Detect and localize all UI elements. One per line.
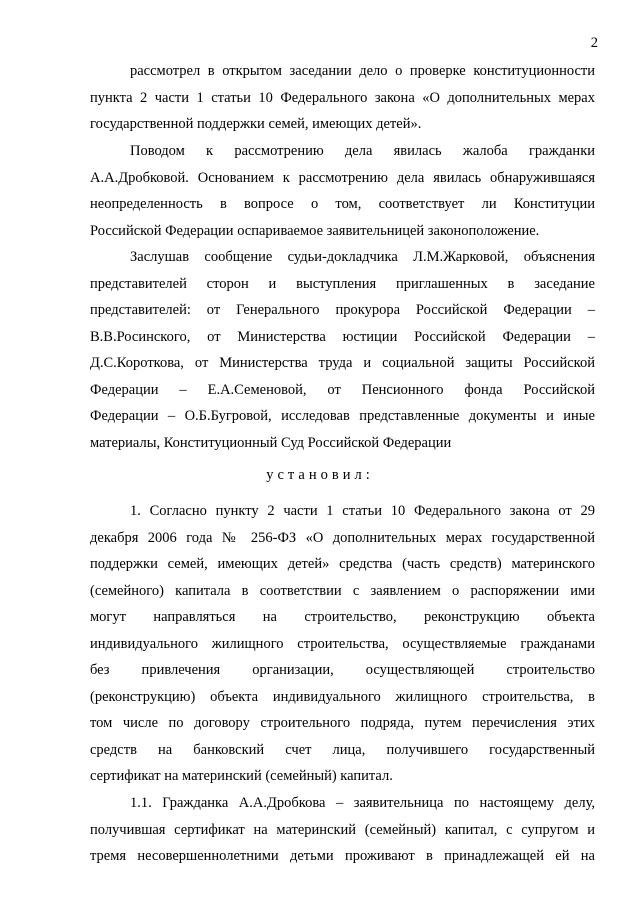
text-line: (реконструкцию) объекта индивидуального жилищного строительства, в [90,688,595,705]
text-line: неопределенность в вопросе о том, соответствует ли Конституции [90,196,595,212]
section-heading: установил: [266,467,374,483]
text-line: пункта 2 части 1 статьи 10 Федерального закона «О дополнительных мерах [90,89,595,106]
text-line: 1. Согласно пункту 2 части 1 статьи 10 Федерального закона от 29 [130,503,595,519]
text-line: Поводом к рассмотрению дела явилась жалоба гражданки [130,143,595,159]
text-line: государственной поддержки семей, имеющих детей». [90,116,422,132]
page-number: 2 [590,35,598,51]
paragraph-section-1 [90,498,595,790]
text-line: средств на банковский счет лица, получившего государственный [90,741,595,758]
text-line: А.А.Дробковой. Основанием к рассмотрению дела явилась обнаружившаяся [90,169,595,186]
text-line: получившая сертификат на материнский (семейный) капитал, с супругом и [90,821,595,838]
text-line: том числе по договору строительного подряда, путем перечисления этих [90,715,595,731]
text-line: индивидуального жилищного строительства, осуществляемые гражданами [90,635,595,652]
text-line: (семейного) капитала в соответствии с заявлением о распоряжении ими [90,582,595,599]
text-line: материалы, Конституционный Суд Российской Федерации [90,434,452,451]
text-line: В.В.Росинского, от Министерства юстиции Российской Федерации – [90,328,595,345]
text-line: Федерации – О.Б.Бугровой, исследовав представленные документы и иные [90,408,595,424]
paragraph-hearing [90,244,595,456]
text-line: Заслушав сообщение судьи-докладчика Л.М.Жарковой, объяснения [130,249,595,265]
text-line: декабря 2006 года № 256-ФЗ «О дополнительных мерах государственной [90,529,595,546]
paragraph-case-review [90,58,595,138]
text-line: представителей: от Генерального прокурора Российской Федерации – [90,302,595,318]
text-line: Российской Федерации оспариваемое заявительницей законоположение. [90,222,540,239]
text-line: рассмотрел в открытом заседании дело о проверке конституционности [130,63,595,79]
paragraph-grounds [90,138,595,244]
paragraph-section-1-1 [90,790,595,870]
text-line: представителей сторон и выступления приглашенных в заседание [90,275,595,292]
text-line: 1.1. Гражданка А.А.Дробкова – заявительница по настоящему делу, [130,795,595,811]
text-line: сертификат на материнский (семейный) капитал. [90,768,393,784]
text-line: без привлечения организации, осуществляющей строительство [90,662,595,678]
text-line: Д.С.Короткова, от Министерства труда и социальной защиты Российской [90,355,595,371]
text-line: поддержки семей, имеющих детей» средства (часть средств) материнского [90,556,595,572]
text-line: могут направляться на строительство, реконструкцию объекта [90,609,595,625]
text-line: Федерации – Е.А.Семеновой, от Пенсионного фонда Российской [90,381,595,398]
text-line: тремя несовершеннолетними детьми проживают в принадлежащей ей на [90,848,595,864]
